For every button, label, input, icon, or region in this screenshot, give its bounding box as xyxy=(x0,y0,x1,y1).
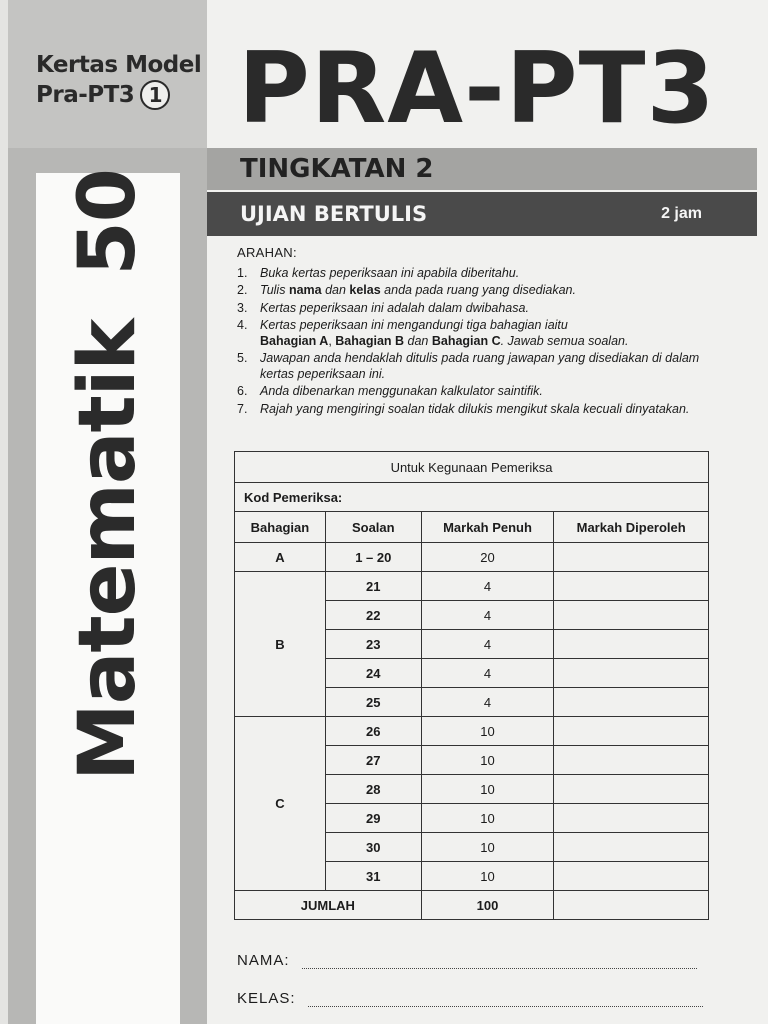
instructions xyxy=(237,245,717,419)
instruction-number: 7. xyxy=(237,401,248,416)
instruction-item xyxy=(237,351,717,382)
instruction-item xyxy=(237,384,717,400)
full-marks-cell: 20 xyxy=(421,543,554,572)
series-line2: Pra-PT3 xyxy=(36,82,135,108)
vertical-subject-title xyxy=(63,169,153,781)
question-cell: 30 xyxy=(325,833,421,862)
header-full-marks: Markah Penuh xyxy=(421,512,554,543)
marks-obtained-cell[interactable] xyxy=(554,659,709,688)
instruction-text-part: , xyxy=(328,333,336,348)
exam-band xyxy=(207,192,757,236)
instructions-list xyxy=(237,266,717,418)
question-cell: 22 xyxy=(325,601,421,630)
full-marks-cell: 4 xyxy=(421,630,554,659)
instruction-item xyxy=(237,283,717,299)
marks-obtained-cell[interactable] xyxy=(554,717,709,746)
subject-number: 50 xyxy=(63,169,153,276)
full-marks-cell: 4 xyxy=(421,659,554,688)
marks-obtained-cell[interactable] xyxy=(554,630,709,659)
instruction-text: Anda dibenarkan menggunakan kalkulator saintifik. xyxy=(260,384,543,398)
full-marks-cell: 4 xyxy=(421,688,554,717)
instruction-number: 2. xyxy=(237,283,248,297)
question-cell: 24 xyxy=(325,659,421,688)
page-edge xyxy=(0,0,8,1024)
table-row xyxy=(235,572,709,601)
instruction-item xyxy=(237,301,717,317)
instruction-item xyxy=(237,318,717,349)
full-marks-cell: 10 xyxy=(421,804,554,833)
instruction-item xyxy=(237,266,717,282)
instruction-text: Jawapan anda hendaklah ditulis pada ruang jawapan yang disediakan di dalam kertas peperiksaan ini. xyxy=(260,351,700,381)
class-field xyxy=(237,990,703,1007)
question-cell: 29 xyxy=(325,804,421,833)
instruction-text-part: dan xyxy=(321,283,350,297)
instruction-text-part: anda pada ruang yang disediakan. xyxy=(380,283,576,297)
examiner-table xyxy=(234,451,709,920)
header-question: Soalan xyxy=(325,512,421,543)
series-line1: Kertas Model xyxy=(36,52,202,78)
grade-band xyxy=(207,148,757,190)
question-cell: 25 xyxy=(325,688,421,717)
instruction-number: 4. xyxy=(237,318,248,332)
question-cell: 27 xyxy=(325,746,421,775)
marks-obtained-cell[interactable] xyxy=(554,804,709,833)
series-label xyxy=(36,50,206,110)
total-obtained-cell[interactable] xyxy=(554,891,709,920)
instruction-number: 6. xyxy=(237,384,248,398)
question-cell: 1 – 20 xyxy=(325,543,421,572)
subject-name: Matematik xyxy=(63,319,153,781)
full-marks-cell: 10 xyxy=(421,746,554,775)
instruction-text-part: dan xyxy=(404,333,432,348)
full-marks-cell: 10 xyxy=(421,862,554,891)
name-label: NAMA: xyxy=(237,952,290,969)
full-marks-cell: 10 xyxy=(421,833,554,862)
main-title: PRA-PT3 xyxy=(238,32,716,146)
marks-obtained-cell[interactable] xyxy=(554,775,709,804)
name-field xyxy=(237,952,697,969)
question-cell: 31 xyxy=(325,862,421,891)
class-input-line[interactable] xyxy=(308,994,703,1007)
instruction-text-part: . Jawab semua soalan. xyxy=(500,333,629,348)
series-line2-wrap xyxy=(36,80,206,110)
instruction-number: 3. xyxy=(237,300,248,315)
total-value: 100 xyxy=(421,891,554,920)
instruction-number: 5. xyxy=(237,351,248,365)
instruction-number: 1. xyxy=(237,265,248,280)
total-row xyxy=(235,891,709,920)
question-cell: 28 xyxy=(325,775,421,804)
instruction-bold: Bahagian A xyxy=(260,333,329,348)
full-marks-cell: 4 xyxy=(421,572,554,601)
class-label: KELAS: xyxy=(237,990,296,1007)
question-cell: 23 xyxy=(325,630,421,659)
examiner-code-label: Kod Pemeriksa: xyxy=(244,489,343,505)
instruction-text: Kertas peperiksaan ini adalah dalam dwibahasa. xyxy=(260,300,529,315)
total-label: JUMLAH xyxy=(235,891,422,920)
instruction-item xyxy=(237,402,717,418)
section-label: B xyxy=(235,572,326,717)
section-label: C xyxy=(235,717,326,891)
instruction-text-part: Tulis xyxy=(260,283,289,297)
marks-obtained-cell[interactable] xyxy=(554,746,709,775)
instructions-heading: ARAHAN: xyxy=(237,245,297,260)
exam-type: UJIAN BERTULIS xyxy=(240,202,428,226)
header-section: Bahagian xyxy=(235,512,326,543)
examiner-code-field[interactable] xyxy=(235,483,709,512)
full-marks-cell: 4 xyxy=(421,601,554,630)
examiner-use-note: Untuk Kegunaan Pemeriksa xyxy=(235,452,709,483)
instruction-bold: Bahagian B xyxy=(335,333,405,348)
instruction-bold: Bahagian C xyxy=(431,333,501,348)
marks-obtained-cell[interactable] xyxy=(554,601,709,630)
instruction-text xyxy=(260,318,628,349)
instruction-text xyxy=(260,283,576,299)
grade-label: TINGKATAN 2 xyxy=(240,154,434,184)
question-cell: 26 xyxy=(325,717,421,746)
marks-obtained-cell[interactable] xyxy=(554,688,709,717)
table-row xyxy=(235,717,709,746)
instruction-text-part: Kertas peperiksaan ini mengandungi tiga bahagian iaitu xyxy=(260,318,568,332)
exam-duration: 2 jam xyxy=(661,205,702,222)
marks-obtained-cell[interactable] xyxy=(554,833,709,862)
question-cell: 21 xyxy=(325,572,421,601)
name-input-line[interactable] xyxy=(302,956,697,969)
instruction-text: Buka kertas peperiksaan ini apabila diberitahu. xyxy=(260,265,520,280)
header-marks-obtained: Markah Diperoleh xyxy=(554,512,709,543)
full-marks-cell: 10 xyxy=(421,717,554,746)
series-number-badge: 1 xyxy=(140,80,170,110)
instruction-bold: kelas xyxy=(349,283,381,297)
instruction-bold: nama xyxy=(288,283,322,297)
marks-obtained-cell[interactable] xyxy=(554,543,709,572)
marks-obtained-cell[interactable] xyxy=(554,572,709,601)
marks-obtained-cell[interactable] xyxy=(554,862,709,891)
instruction-text: Rajah yang mengiringi soalan tidak dilukis mengikut skala kecuali dinyatakan. xyxy=(260,401,690,416)
section-label: A xyxy=(235,543,326,572)
table-row xyxy=(235,543,709,572)
full-marks-cell: 10 xyxy=(421,775,554,804)
